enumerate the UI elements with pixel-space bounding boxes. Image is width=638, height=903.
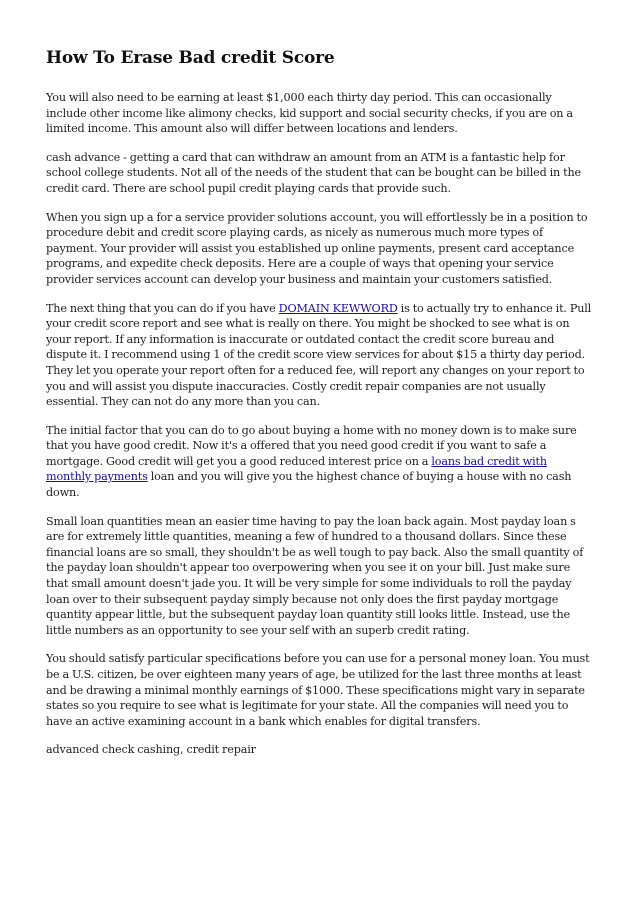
- paragraph-1: You will also need to be earning at least $1,000 each thirty day period. This can occasionally include other income like alimony checks, kid support and social security checks, if you are on a limited income. This amount also will differ between locations and lenders.: [46, 91, 573, 136]
- paragraph-7: You should satisfy particular specifications before you can use for a personal money loan. You must be a U.S. citizen, be over eighteen many years of age, be utilized for the last three months at least and be drawing a minimal monthly earnings of $1000. These specifications might vary in separate states so you require to see what is legitimate for your state. All the companies will need you to have an active examining account in a bank which enables for digital transfers.: [46, 652, 590, 728]
- paragraph-5: [46, 423, 594, 501]
- page-title: How To Erase Bad credit Score: [46, 48, 335, 68]
- paragraph-5-text-before: The initial factor that you can do to go about buying a home with no money down is to make sure that you have good credit. Now it's a offered that you need good credit if you want to safe a mortgage. Good credit will get you a good reduced interest price on a: [46, 423, 577, 468]
- tags-line: advanced check cashing, credit repair: [46, 743, 256, 757]
- paragraph-2: cash advance - getting a card that can withdraw an amount from an ATM is a fantastic help for school college students. Not all of the needs of the student that can be bought can be billed in the credit card. There are school pupil credit playing cards that provide such.: [46, 150, 581, 195]
- paragraph-4-text-after: is to actually try to enhance it. Pull your credit score report and see what is really on there. You might be shocked to see what is on your report. If any information is inaccurate or outdated contact the credit score bureau and dispute it. I recommend using 1 of the credit score view services for about $15 a thirty day period. They let you operate your report often for a reduced fee, will report any changes on your report to you and will assist you dispute inaccuracies. Costly credit repair companies are not usually essential. They can not do any more than you can.: [46, 301, 592, 409]
- paragraph-4-text-before: The next thing that you can do if you have: [46, 301, 279, 315]
- domain-keyword-link[interactable]: DOMAIN KEWWORD: [278, 301, 398, 315]
- document-page: [46, 48, 594, 771]
- paragraph-5-text-after: loan and you will give you the highest chance of buying a house with no cash down.: [46, 470, 572, 500]
- paragraph-6: Small loan quantities mean an easier time having to pay the loan back again. Most payday loan s are for extremely little quantities, meaning a few of hundred to a thousand dollars. Since these financial loans are so small, they shouldn't be as well tough to pay back. Also the small quantity of the payday loan shouldn't appear too overpowering when you see it on your bill. Just make sure that small amount doesn't jade you. It will be very simple for some individuals to roll the payday loan over to their subsequent payday simply because not only does the first payday mortgage quantity appear little, but the subsequent payday loan quantity still looks little. Instead, use the little numbers as an opportunity to see your self with an superb credit rating.: [46, 514, 584, 637]
- paragraph-4: [46, 301, 594, 410]
- loans-bad-credit-link[interactable]: loans bad credit with monthly payments: [46, 454, 547, 484]
- paragraph-3: When you sign up a for a service provider solutions account, you will effortlessly be in a position to procedure debit and credit score playing cards, as nicely as numerous much more types of payment. Your provider will assist you established up online payments, present card acceptance programs, and expedite check deposits. Here are a couple of ways that opening your service provider services account can develop your business and maintain your customers satisfied.: [46, 210, 588, 286]
